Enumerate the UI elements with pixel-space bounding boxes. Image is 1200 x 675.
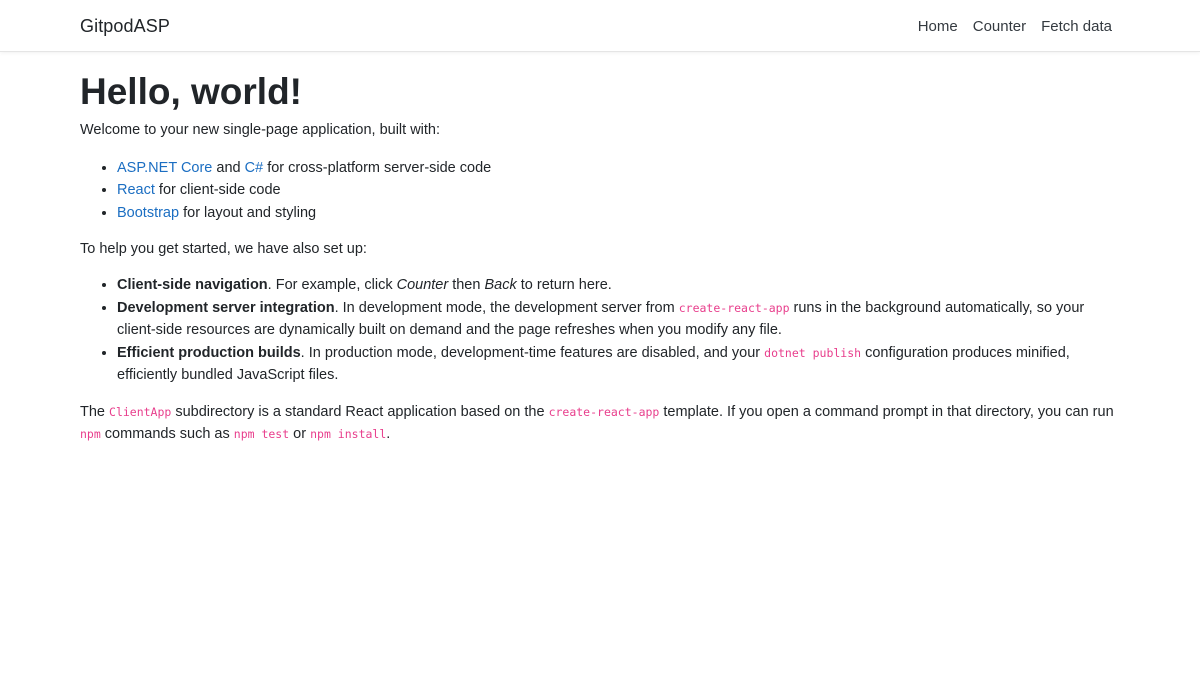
list-item-text: for cross-platform server-side code	[263, 159, 492, 176]
main-content	[80, 52, 1120, 445]
nav-link-fetch-data[interactable]: Fetch data	[1041, 17, 1112, 35]
inline-code: npm test	[233, 426, 290, 441]
inline-code: dotnet publish	[764, 345, 862, 360]
feature-title: Efficient production builds	[117, 344, 301, 361]
feature-text: . In development mode, the development server from	[334, 299, 679, 316]
closing-text: or	[289, 425, 311, 442]
list-item-text: for client-side code	[154, 182, 281, 199]
closing-text: .	[386, 425, 391, 442]
feature-text: . In production mode, development-time features are disabled, and your	[300, 344, 765, 361]
aspnet-core-link[interactable]: ASP.NET Core	[117, 159, 213, 176]
list-item	[117, 179, 1120, 202]
list-item-text: for layout and styling	[179, 204, 317, 221]
feature-text: runs in the background automatically, so your client-side resources are dynamically built on demand and the page refreshes when you modify any file.	[117, 299, 1085, 339]
feature-title: Client-side navigation	[117, 277, 268, 294]
closing-paragraph	[80, 401, 1120, 445]
features-list	[80, 274, 1120, 387]
feature-emphasis: Counter	[396, 277, 449, 294]
list-item-text: and	[212, 159, 245, 176]
closing-text: The	[80, 403, 110, 420]
inline-code: npm	[80, 426, 101, 441]
list-item	[117, 274, 1120, 297]
inline-code: ClientApp	[109, 404, 172, 419]
closing-text: commands such as	[100, 425, 234, 442]
inline-code: create-react-app	[678, 300, 790, 315]
closing-text: subdirectory is a standard React application based on the	[171, 403, 549, 420]
navbar	[0, 0, 1200, 52]
feature-emphasis: Back	[484, 277, 517, 294]
list-item	[117, 297, 1120, 342]
csharp-link[interactable]: C#	[244, 159, 264, 176]
feature-text: configuration produces minified, efficiently bundled JavaScript files.	[117, 344, 1070, 384]
navbar-inner	[80, 0, 1120, 52]
feature-title: Development server integration	[117, 299, 335, 316]
bootstrap-link[interactable]: Bootstrap	[117, 204, 180, 221]
inline-code: create-react-app	[548, 404, 660, 419]
react-link[interactable]: React	[117, 182, 155, 199]
closing-text: template. If you open a command prompt in that directory, you can run	[659, 403, 1114, 420]
list-item	[117, 342, 1120, 387]
feature-text: to return here.	[516, 277, 612, 294]
navbar-brand[interactable]: GitpodASP	[80, 15, 170, 36]
nav-links	[918, 18, 1112, 35]
inline-code: npm install	[310, 426, 387, 441]
nav-link-counter[interactable]: Counter	[972, 17, 1027, 35]
page-title: Hello, world!	[80, 71, 302, 112]
setup-intro-text: To help you get started, we have also set up:	[80, 241, 367, 258]
nav-link-home[interactable]: Home	[917, 17, 958, 35]
feature-text: then	[448, 277, 485, 294]
tech-list	[80, 157, 1120, 225]
intro-text: Welcome to your new single-page application, built with:	[80, 121, 441, 138]
feature-text: . For example, click	[267, 277, 397, 294]
list-item	[117, 157, 1120, 180]
list-item	[117, 202, 1120, 225]
